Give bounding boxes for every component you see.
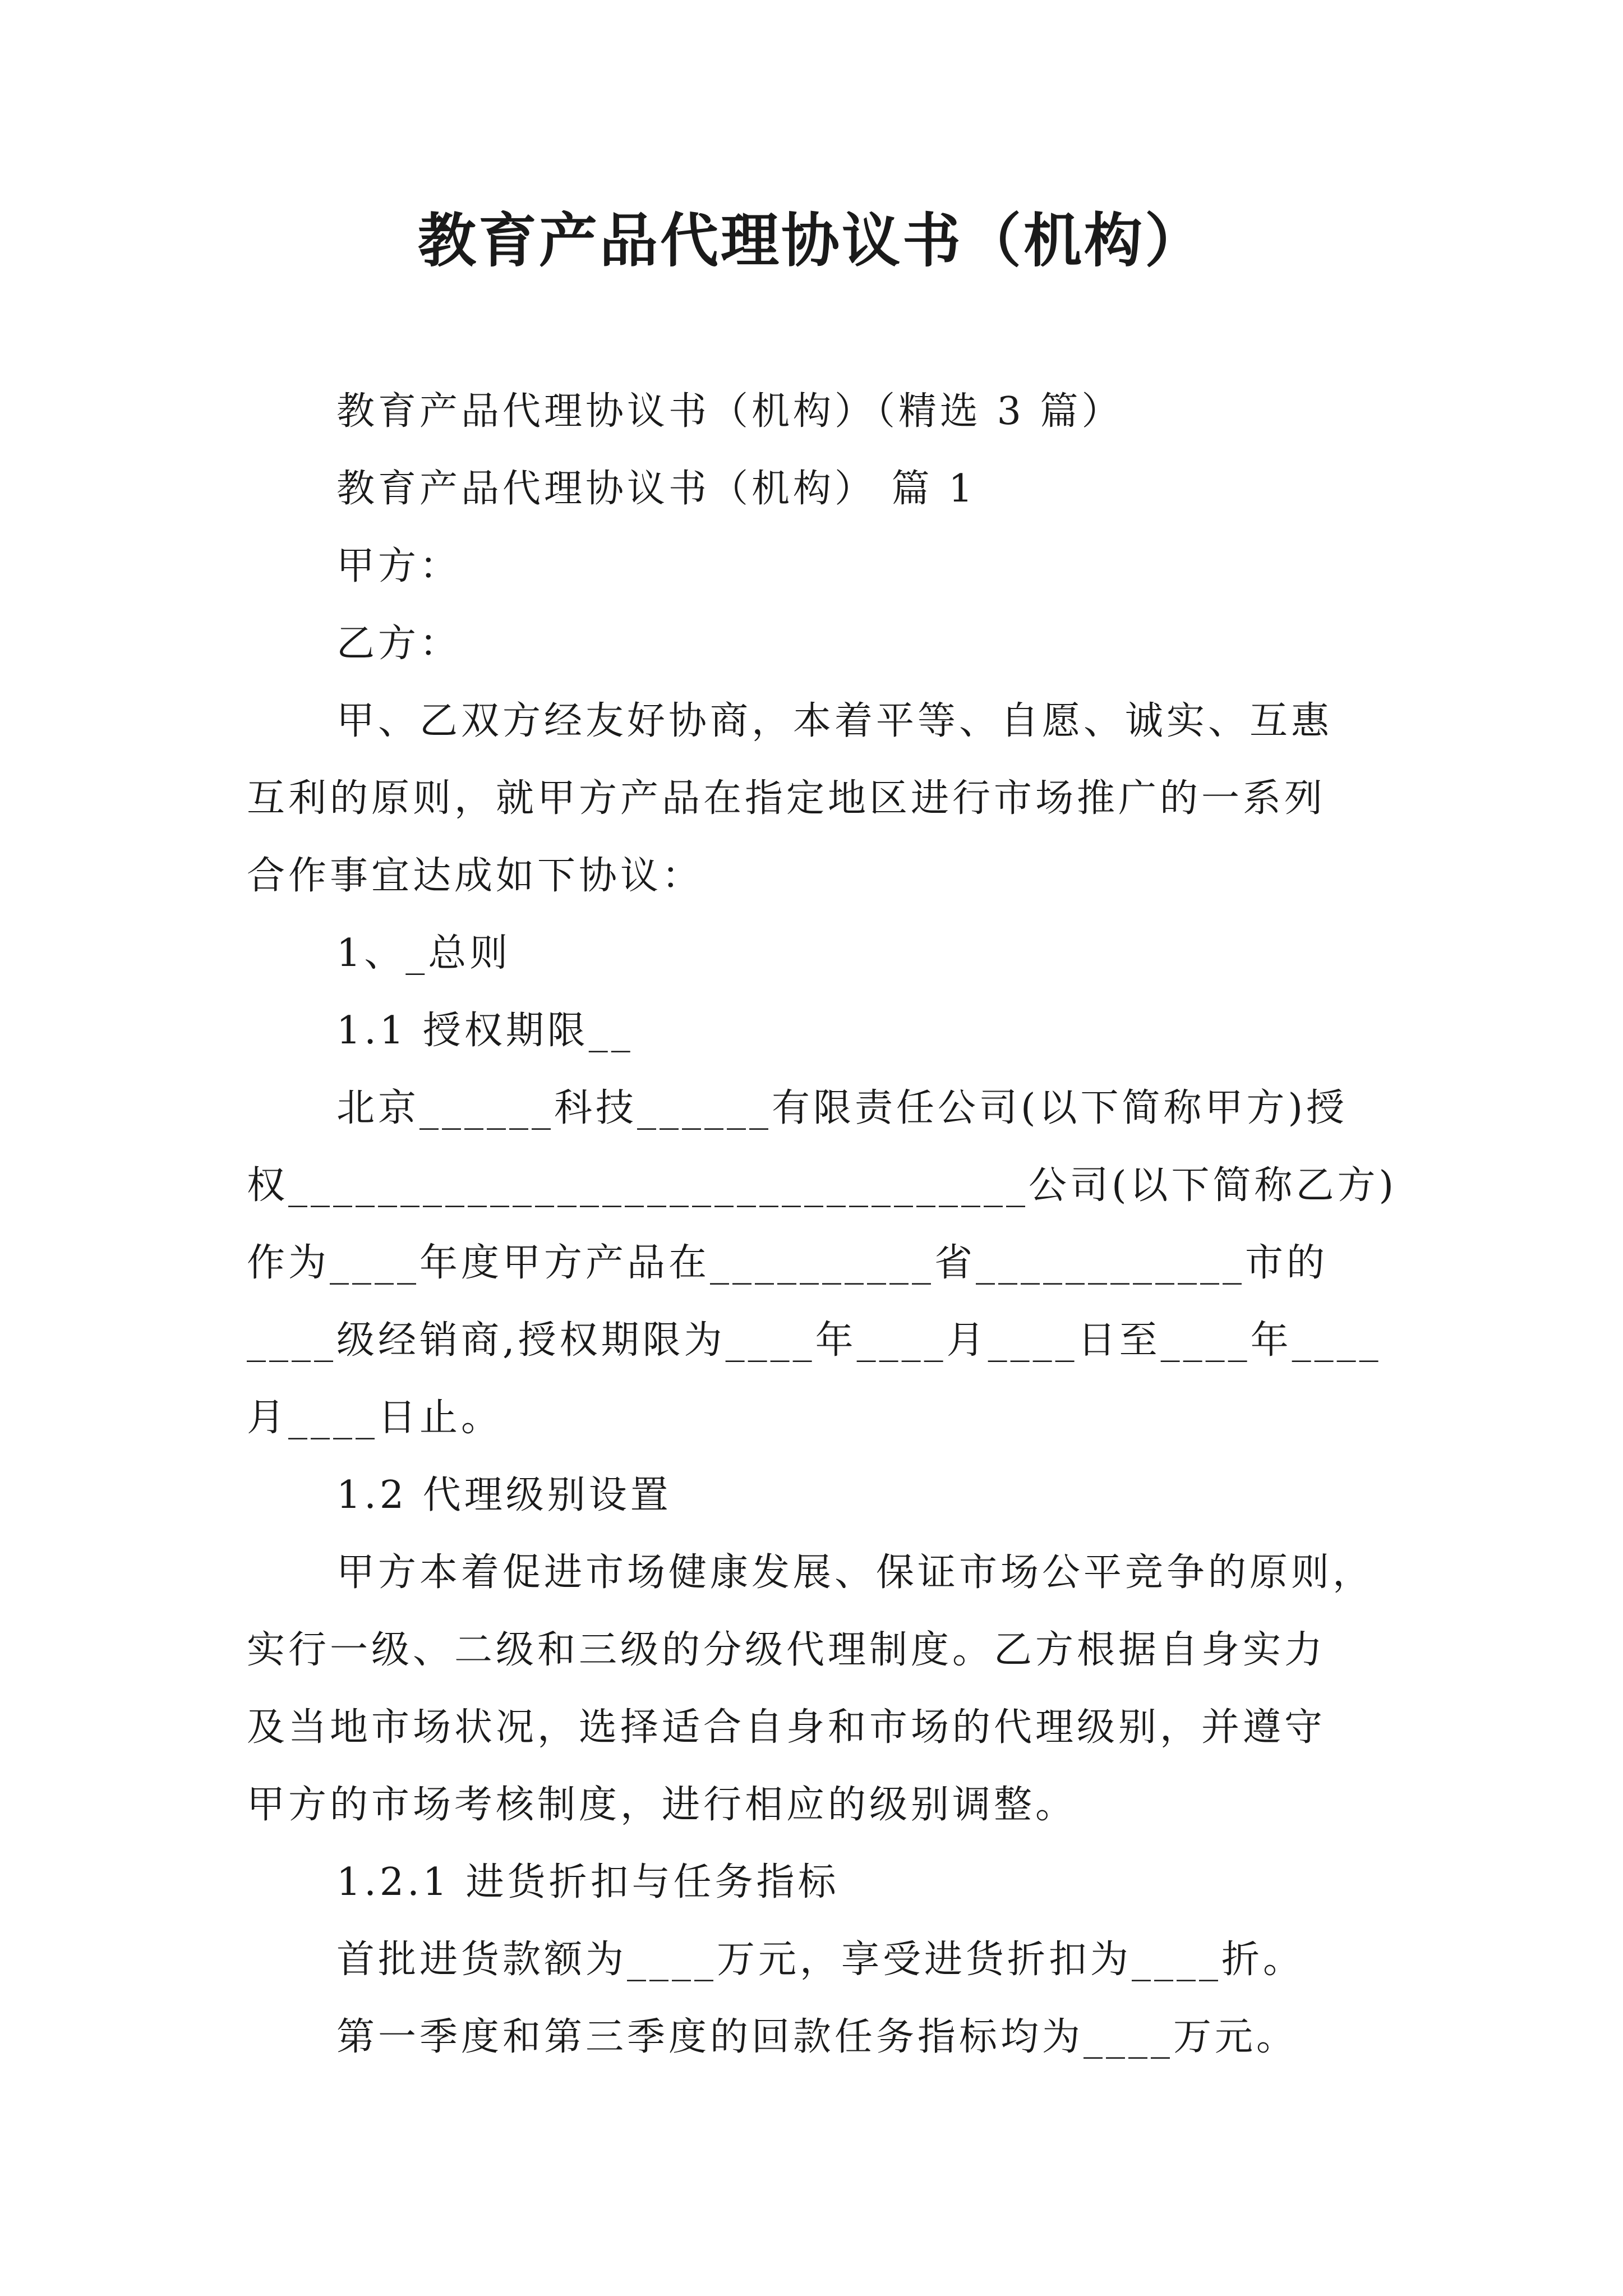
clause-heading: 1、_总则 bbox=[336, 931, 511, 976]
paragraph-line: 甲方的市场考核制度，进行相应的级别调整。 bbox=[247, 1783, 1077, 1827]
clause-heading: 1.2 代理级别设置 bbox=[336, 1473, 672, 1517]
clause-heading: 1.2.1 进货折扣与任务指标 bbox=[336, 1860, 840, 1904]
paragraph-line: 实行一级、二级和三级的分级代理制度。乙方根据自身实力 bbox=[247, 1628, 1326, 1672]
party-a-label: 甲方： bbox=[336, 544, 462, 588]
paragraph-line: 首批进货款额为____万元，享受进货折扣为____折。 bbox=[336, 1938, 1305, 1982]
page-title: 教育产品代理协议书（机构） bbox=[417, 206, 1205, 275]
paragraph-line: 甲、乙双方经友好协商，本着平等、自愿、诚实、互惠 bbox=[336, 699, 1333, 743]
clause-heading: 1.1 授权期限__ bbox=[336, 1009, 634, 1053]
subtitle-line: 教育产品代理协议书（机构）（精选 3 篇） bbox=[336, 389, 1123, 434]
paragraph-line: 第一季度和第三季度的回款任务指标均为____万元。 bbox=[336, 2015, 1298, 2059]
section-heading: 教育产品代理协议书（机构） 篇 1 bbox=[336, 467, 976, 511]
paragraph-line: ____级经销商,授权期限为____年____月____日至____年____ bbox=[247, 1318, 1382, 1363]
paragraph-line: 月____日止。 bbox=[247, 1396, 503, 1440]
party-b-label: 乙方： bbox=[336, 622, 462, 666]
paragraph-line: 权_________________________________公司(以下简称乙方) bbox=[247, 1163, 1398, 1208]
paragraph-line: 互利的原则，就甲方产品在指定地区进行市场推广的一系列 bbox=[247, 776, 1326, 821]
paragraph-line: 及当地市场状况，选择适合自身和市场的代理级别，并遵守 bbox=[247, 1705, 1326, 1750]
paragraph-line: 甲方本着促进市场健康发展、保证市场公平竞争的原则， bbox=[336, 1550, 1375, 1595]
paragraph-line: 北京______科技______有限责任公司(以下简称甲方)授 bbox=[336, 1086, 1348, 1130]
paragraph-line: 合作事宜达成如下协议： bbox=[247, 854, 704, 898]
paragraph-line: 作为____年度甲方产品在__________省____________市的 bbox=[247, 1241, 1329, 1285]
